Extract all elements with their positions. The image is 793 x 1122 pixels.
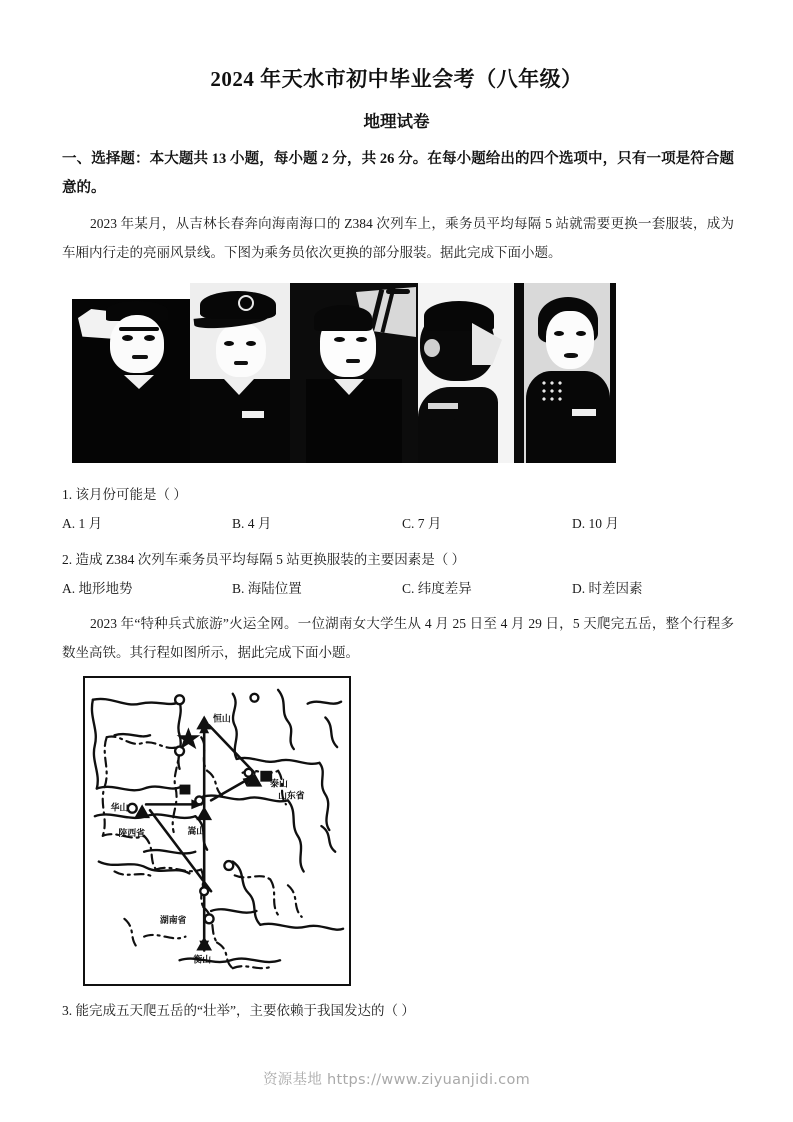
option-1-c[interactable]: C. 7 月 [402,516,442,531]
photo-panel-attendant-5 [514,283,616,463]
question-stem-1: 1. 该月份可能是（ ） [62,487,187,502]
question-stem-2: 2. 造成 Z384 次列车乘务员平均每隔 5 站更换服装的主要因素是（ ） [62,552,466,567]
page-title: 2024 年天水市初中毕业会考（八年级） [210,67,583,91]
passage-text-1: 2023 年某月，从吉林长春奔向海南海口的 Z384 次列车上，乘务员平均每隔 5 站就需要更换一套服装，成为车厢内行走的亮丽风景线。下图为乘务员依次更换的部分服装。据此完成下面小题。 [62,216,734,260]
mountain-marker-hengshan-north [196,716,212,730]
mountain-marker-hengshan-south [196,937,212,951]
map-label-huashan: 华山 [110,802,129,813]
site-watermark: 资源基地 https://www.ziyuanjidi.com [262,1072,531,1088]
map-label-hengshan-south: 衡山 [193,954,212,965]
photo-panel-attendant-2 [190,283,290,463]
passage-text-2: 2023 年“特种兵式旅游”火运全网。一位湖南女大学生从 4 月 25 日至 4 月 29 日，5 天爬完五岳，整个行程多数坐高铁。其行程如图所示，据此完成下面小题。 [62,616,734,660]
option-1-d[interactable]: D. 10 月 [572,516,619,531]
option-1-b[interactable]: B. 4 月 [232,516,272,531]
map-label-hunan-province: 湖南省 [159,914,187,925]
question-stem-3: 3. 能完成五天爬五岳的“壮举”，主要依赖于我国发达的（ ） [62,1003,415,1018]
map-label-taishan: 泰山 [270,778,288,789]
photo-panel-attendant-1 [72,283,190,463]
question-options-1 [62,512,742,532]
photo-strip [72,283,616,463]
section-instruction: 一、选择题：本大题共 13 小题，每小题 2 分，共 26 分。在每小题给出的四个选项中，只有一项是符合题意的。 [62,151,734,196]
option-1-a[interactable]: A. 1 月 [62,516,103,531]
option-2-a[interactable]: A. 地形地势 [62,581,133,596]
figure-five-mountains-route-map [83,676,351,986]
map-label-shaanxi-province: 陕西省 [118,827,146,838]
photo-panel-attendant-4 [418,283,514,463]
option-2-d[interactable]: D. 时差因素 [572,581,643,596]
photo-panel-attendant-3 [290,283,418,463]
option-2-c[interactable]: C. 纬度差异 [402,581,472,596]
option-2-b[interactable]: B. 海陆位置 [232,581,302,596]
map-label-hengshan-north: 恒山 [213,713,231,724]
question-options-2 [62,577,742,597]
mountain-marker-songshan [196,806,212,820]
map-label-shandong-province: 山东省 [278,790,305,801]
page-subtitle: 地理试卷 [363,112,430,131]
map-label-songshan: 嵩山 [187,825,206,836]
route-map-svg [85,678,349,984]
figure-attendant-uniforms-photo [72,283,616,463]
